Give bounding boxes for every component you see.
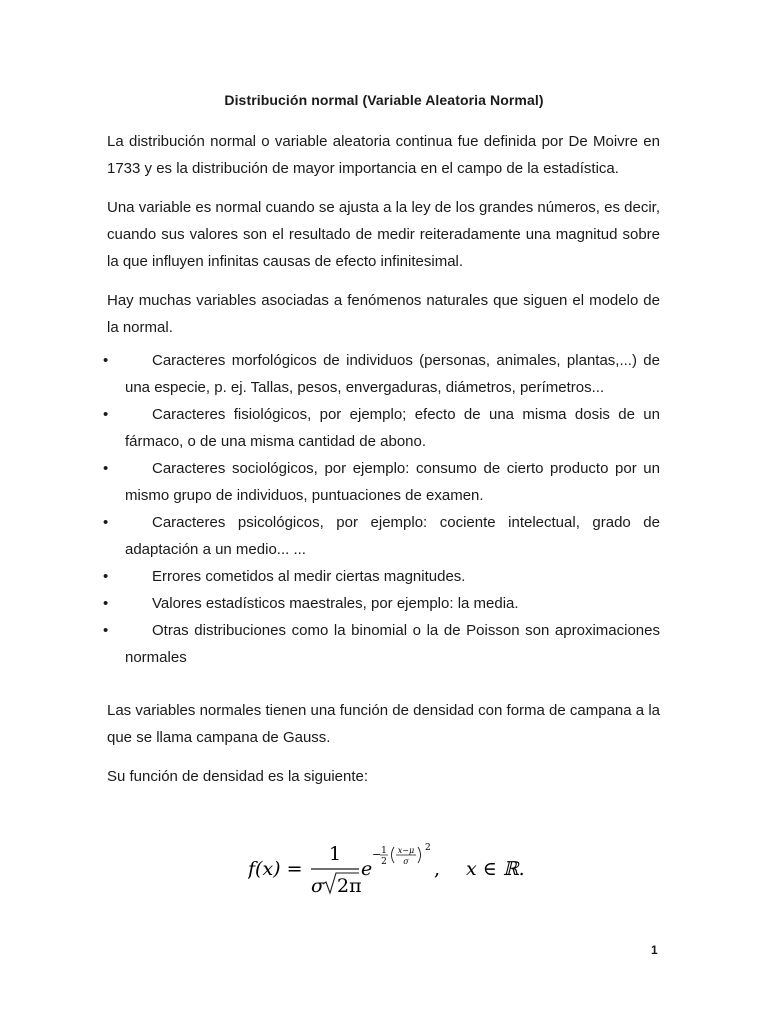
document-title: Distribución normal (Variable Aleatoria Normal) [224,92,544,108]
list-item-text: Otras distribuciones como la binomial o la de Poisson son aproximaciones normales [125,622,660,666]
bullet-icon: • [103,622,109,639]
list-item [0,617,660,671]
right-paren-icon [418,847,421,863]
formula-sigma: σ [311,875,324,897]
formula-numerator: 1 [328,843,342,865]
formula-half-num: 1 [381,846,387,856]
formula-exp-sign: − [372,848,382,861]
definition-paragraph: Una variable es normal cuando se ajusta a la ley de los grandes números, es decir, cuando sus valores son el resultado de medir reiteradamente una magnitud sobre la que influyen infinitas causas de efecto infinitesimal. [107,199,660,270]
variables-paragraph: Hay muchas variables asociadas a fenómenos naturales que siguen el modelo de la normal. [107,292,660,336]
formula-exp-power: 2 [425,843,431,853]
list-item [0,590,660,617]
list-item-text: Valores estadísticos maestrales, por ejemplo: la media. [152,595,519,612]
formula-inner-den: σ [403,857,409,866]
bullet-icon: • [103,406,109,423]
bullet-icon: • [103,352,109,369]
formula-comma: , [434,858,441,880]
list-item-text: Errores cometidos al medir ciertas magnitudes. [152,568,466,585]
intro-paragraph: La distribución normal o variable aleatoria continua fue definida por De Moivre en 1733 y es la distribución de mayor importancia en el campo de la estadística. [107,133,660,177]
list-item-text: Caracteres psicológicos, por ejemplo: cociente intelectual, grado de adaptación a un medio... ... [125,514,660,558]
bullet-icon: • [103,568,109,585]
left-paren-icon [392,847,395,863]
density-intro-paragraph: Su función de densidad es la siguiente: [107,768,369,785]
examples-list [0,347,768,671]
list-item-text: Caracteres morfológicos de individuos (personas, animales, plantas,...) de una especie, p. ej. Tallas, pesos, envergaduras, diámetros, perímetros... [125,352,660,396]
list-item [0,347,660,401]
formula-domain: x ∈ ℝ. [466,858,525,880]
bullet-icon: • [103,514,109,531]
density-formula [248,838,538,898]
list-item [0,509,660,563]
page-number: 1 [651,943,658,957]
formula-lhs: f(x) = [248,858,303,880]
bullet-icon: • [103,595,109,612]
list-item [0,455,660,509]
list-item [0,401,660,455]
list-item-text: Caracteres fisiológicos, por ejemplo; efecto de una misma dosis de un fármaco, o de una misma cantidad de abono. [125,406,660,450]
formula-sqrt-content: 2π [337,875,362,897]
list-item [0,563,660,590]
formula-inner-num: x−μ [397,846,415,855]
formula-base: e [361,858,373,880]
gauss-paragraph: Las variables normales tienen una función de densidad con forma de campana a la que se llama campana de Gauss. [107,702,660,746]
bullet-icon: • [103,460,109,477]
formula-half-den: 2 [381,857,387,867]
list-item-text: Caracteres sociológicos, por ejemplo: consumo de cierto producto por un mismo grupo de individuos, puntuaciones de examen. [125,460,660,504]
